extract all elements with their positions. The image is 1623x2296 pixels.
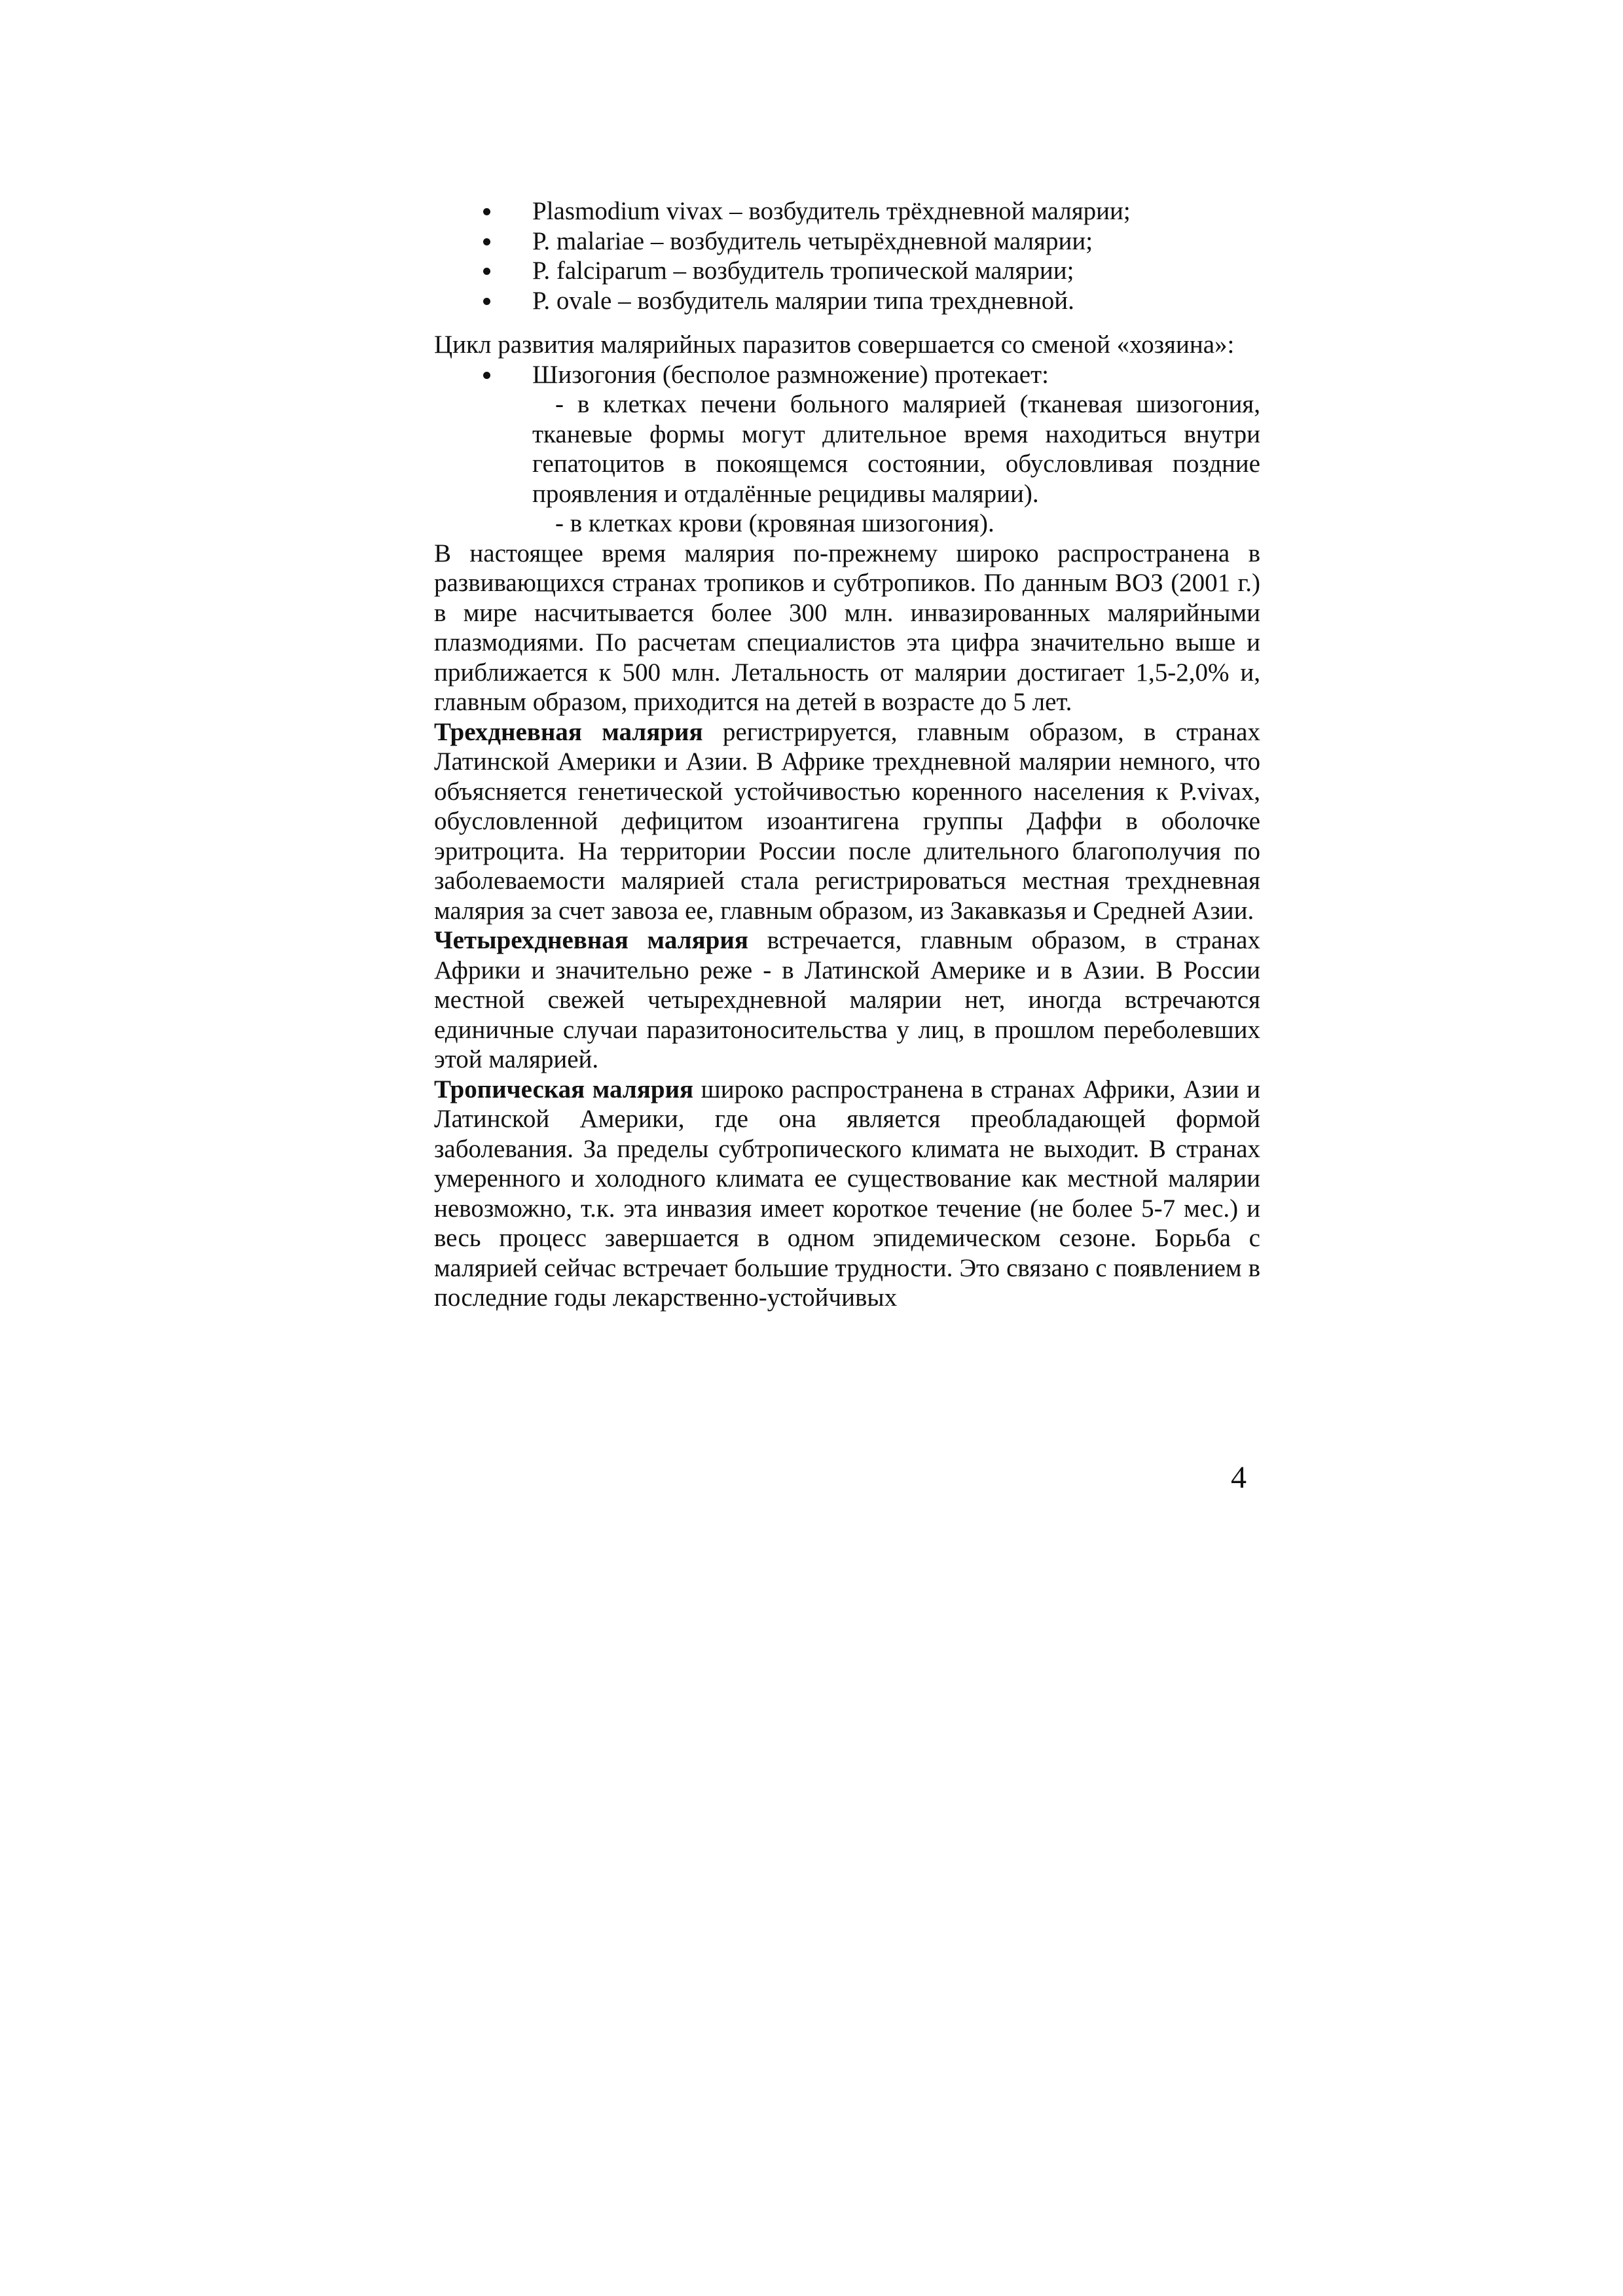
- bullet-icon: [483, 268, 490, 275]
- schizogony-blood-item: - в клетках крови (кровяная шизогония).: [555, 509, 994, 537]
- schizogony-label: Шизогония (бесполое размножение) протекает:: [532, 360, 1049, 389]
- tertian-text: регистрируется, главным образом, в странах Латинской Америки и Азии. В Африке трехдневной малярии немного, что объясняется генетической устойчивостью коренного населения к P.vivax, обусловленной дефицитом изоантигена группы Даффи в оболочке эритроцита. На территории России после длительного благополучия по заболеваемости малярией стала регистрироваться местная трехдневная малярия за счет завоза ее, главным образом, из Закавказья и Средней Азии.: [434, 717, 1260, 925]
- quartan-term: Четырехдневная малярия: [434, 926, 748, 954]
- list-item: [434, 226, 1260, 257]
- list-item-text: P. malariae – возбудитель четырёхдневной малярии;: [532, 226, 1093, 255]
- bullet-icon: [483, 238, 490, 245]
- page-number: 4: [1231, 1460, 1247, 1495]
- bullet-icon: [483, 208, 490, 215]
- list-item-text: P. falciparum – возбудитель тропической малярии;: [532, 257, 1074, 285]
- schizogony-liver-item: - в клетках печени больного малярией (тканевая шизогония, тканевые формы могут длительное время находиться внутри гепатоцитов в покоящемся состоянии, обусловливая поздние проявления и отдалённые рецидивы малярии).: [532, 390, 1260, 508]
- tropical-text: широко распространена в странах Африки, Азии и Латинской Америки, где она является преобладающей формой заболевания. За пределы субтропического климата не выходит. В странах умеренного и холодного климата ее существование как местной малярии невозможно, т.к. эта инвазия имеет короткое течение (не более 5-7 мес.) и весь процесс завершается в одном эпидемическом сезоне. Борьба с малярией сейчас встречает большие трудности. Это связано с появлением в последние годы лекарственно-устойчивых: [434, 1075, 1260, 1312]
- species-list: [434, 196, 1260, 315]
- list-item-text: P. ovale – возбудитель малярии типа трехдневной.: [532, 286, 1074, 315]
- prevalence-paragraph: В настоящее время малярия по-прежнему широко распространена в развивающихся странах тропиков и субтропиков. По данным ВОЗ (2001 г.) в мире насчитывается более 300 млн. инвазированных малярийными плазмодиями. По расчетам специалистов эта цифра значительно выше и приближается к 500 млн. Летальность от малярии достигает 1,5-2,0% и, главным образом, приходится на детей в возрасте до 5 лет.: [434, 539, 1260, 716]
- quartan-paragraph: [434, 925, 1260, 1075]
- list-item: [434, 286, 1260, 316]
- page-content: [434, 196, 1260, 1313]
- tropical-paragraph: [434, 1075, 1260, 1313]
- cycle-intro-paragraph: Цикл развития малярийных паразитов совершается со сменой «хозяина»:: [434, 331, 1235, 359]
- list-item: [434, 196, 1260, 226]
- list-item: [434, 256, 1260, 286]
- schizogony-item: [434, 360, 1260, 390]
- tertian-term: Трехдневная малярия: [434, 717, 703, 746]
- list-item-text: Plasmodium vivax – возбудитель трёхдневной малярии;: [532, 197, 1131, 225]
- bullet-icon: [483, 372, 490, 379]
- bullet-icon: [483, 298, 490, 305]
- quartan-text: встречается, главным образом, в странах Африки и значительно реже - в Латинской Америке и в Азии. В России местной свежей четырехдневной малярии нет, иногда встречаются единичные случаи паразитоносительства у лиц, в прошлом переболевших этой малярией.: [434, 926, 1260, 1073]
- tropical-term: Тропическая малярия: [434, 1075, 694, 1103]
- tertian-paragraph: [434, 717, 1260, 926]
